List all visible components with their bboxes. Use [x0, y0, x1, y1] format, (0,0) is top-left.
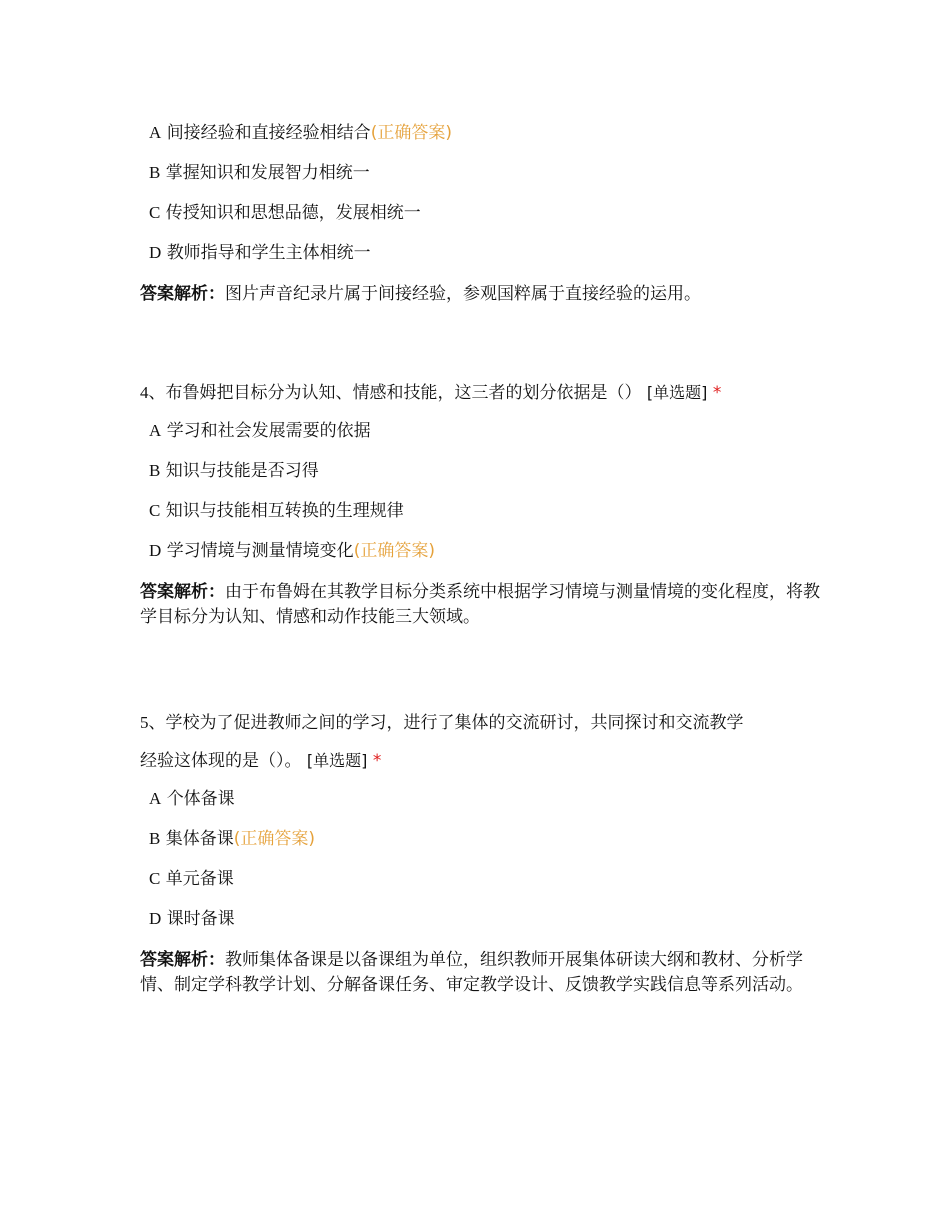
- option-c: C 知识与技能相互转换的生理规律: [149, 501, 404, 521]
- correct-answer-marker: (正确答案): [353, 541, 435, 561]
- required-marker: *: [372, 751, 382, 771]
- option-a: A 间接经验和直接经验相结合(正确答案): [149, 123, 452, 143]
- analysis-text: 教师集体备课是以备课组为单位，组织教师开展集体研读大纲和教材、分析学情、制定学科教学计划、分解备课任务、审定教学设计、反馈教学实践信息等系列活动。: [140, 950, 803, 995]
- analysis-text: 由于布鲁姆在其教学目标分类系统中根据学习情境与测量情境的变化程度，将教学目标分为认知、情感和动作技能三大领域。: [140, 582, 820, 627]
- question-title: [140, 374, 820, 412]
- required-marker: *: [712, 383, 722, 403]
- correct-answer-marker: (正确答案): [370, 123, 452, 143]
- question-text-line-2: 经验这体现的是（）。: [140, 751, 302, 771]
- option-c: C 传授知识和思想品德，发展相统一: [149, 203, 421, 223]
- option-a: A 个体备课: [149, 789, 235, 809]
- analysis-text: 图片声音纪录片属于间接经验，参观国粹属于直接经验的运用。: [225, 284, 701, 304]
- answer-analysis: [140, 948, 820, 998]
- option-b: B 集体备课(正确答案): [149, 829, 316, 849]
- option-c: C 单元备课: [149, 869, 234, 889]
- answer-analysis: [140, 282, 820, 307]
- question-type: [单选题]: [646, 383, 708, 402]
- option-b: B 掌握知识和发展智力相统一: [149, 163, 370, 183]
- option-d: D 教师指导和学生主体相统一: [149, 243, 371, 263]
- question-title: [140, 704, 820, 780]
- analysis-label: 答案解析：: [140, 950, 225, 970]
- question-type: [单选题]: [306, 751, 368, 770]
- question-4-block: [140, 374, 820, 630]
- option-b: B 知识与技能是否习得: [149, 461, 319, 481]
- option-a: A 学习和社会发展需要的依据: [149, 421, 371, 441]
- question-3-block: [140, 122, 820, 307]
- correct-answer-marker: (正确答案): [233, 829, 316, 849]
- option-d: D 课时备课: [149, 909, 235, 929]
- analysis-label: 答案解析：: [140, 582, 225, 602]
- question-number: 4、: [140, 383, 166, 402]
- question-5-block: [140, 704, 820, 998]
- question-number: 5、: [140, 713, 166, 732]
- option-d: D 学习情境与测量情境变化(正确答案): [149, 541, 435, 561]
- question-text: 布鲁姆把目标分为认知、情感和技能，这三者的划分依据是（）: [165, 383, 642, 403]
- question-text-line-1: 学校为了促进教师之间的学习，进行了集体的交流研讨，共同探讨和交流教学: [165, 713, 744, 733]
- analysis-label: 答案解析：: [140, 284, 225, 304]
- answer-analysis: [140, 580, 820, 630]
